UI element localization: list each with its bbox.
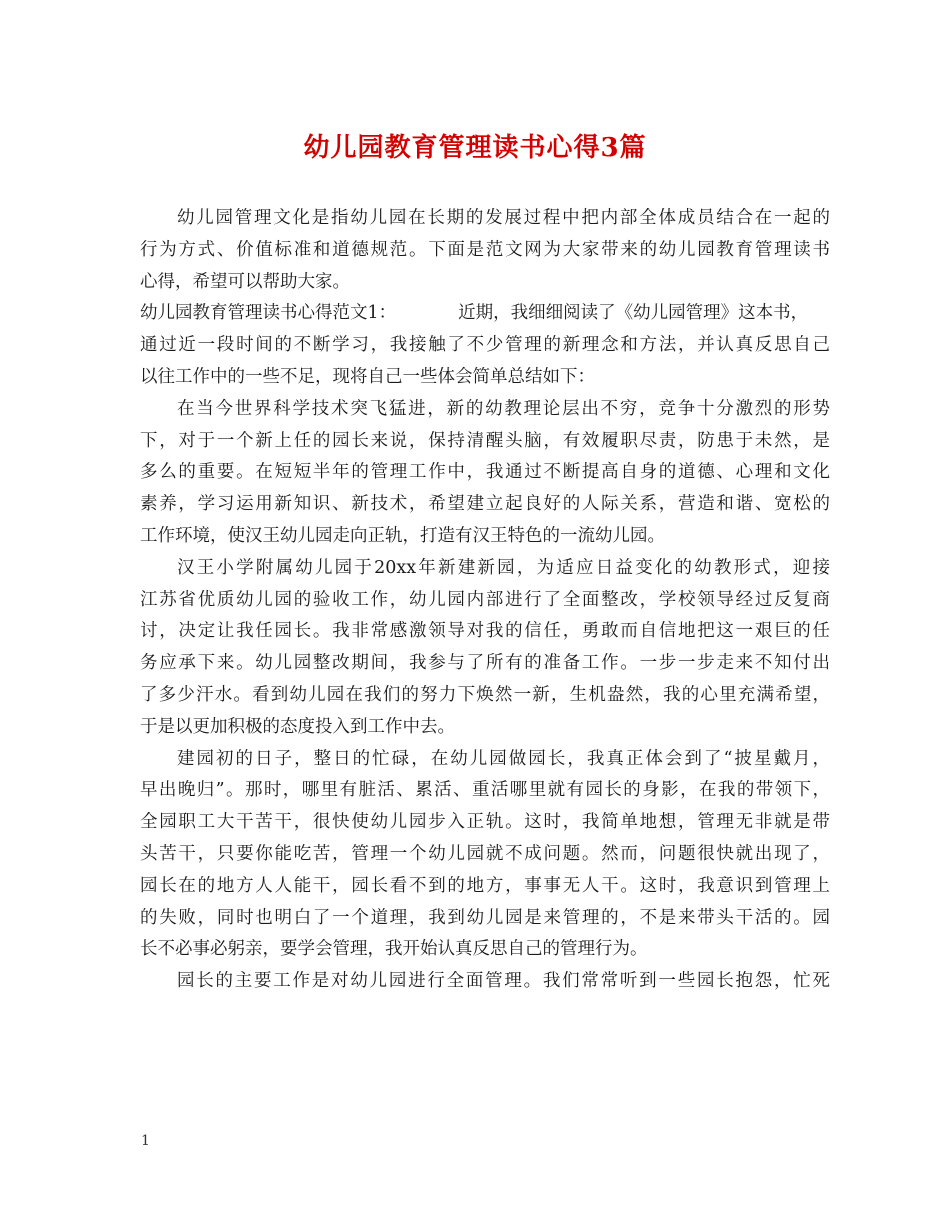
document-body xyxy=(140,203,830,998)
paragraph-line: 头苦干，只要你能吃苦，管理一个幼儿园就不成问题。然而，问题很快就出现了， xyxy=(140,843,830,864)
paragraph-line: 讨，决定让我任园长。我非常感激领导对我的信任，勇敢而自信地把这一艰巨的任 xyxy=(140,621,830,642)
paragraph-text: 近期，我细细阅读了《幼儿园管理》这本书， xyxy=(458,303,809,324)
paragraph-line: 务应承下来。幼儿园整改期间，我参与了所有的准备工作。一步一步走来不知付出 xyxy=(140,653,830,674)
paragraph-line: 多么的重要。在短短半年的管理工作中，我通过不断提高自身的道德、心理和文化 xyxy=(140,462,830,483)
document-title: 幼儿园教育管理读书心得3篇 xyxy=(303,133,647,163)
paragraph-line: 园长的主要工作是对幼儿园进行全面管理。我们常常听到一些园长抱怨，忙死 xyxy=(177,971,830,992)
paragraph-line: 幼儿园管理文化是指幼儿园在长期的发展过程中把内部全体成员结合在一起的 xyxy=(177,208,830,228)
paragraph-line: 通过近一段时间的不断学习，我接触了不少管理的新理念和方法，并认真反思自己 xyxy=(140,335,830,356)
paragraph-line: 江苏省优质幼儿园的验收工作，幼儿园内部进行了全面整改，学校领导经过反复商 xyxy=(140,589,830,610)
paragraph-line: 行为方式、价值标准和道德规范。下面是范文网为大家带来的幼儿园教育管理读书 xyxy=(140,239,830,260)
paragraph-line-heading xyxy=(140,298,830,330)
paragraph-line: 全园职工大干苦干，很快使幼儿园步入正轨。这时，我简单地想，管理无非就是带 xyxy=(140,812,830,833)
paragraph-line: 下，对于一个新上任的园长来说，保持清醒头脑，有效履职尽责，防患于未然，是 xyxy=(140,430,830,451)
paragraph-line: 于是以更加积极的态度投入到工作中去。 xyxy=(140,716,455,737)
paragraph-line: 工作环境，使汉王幼儿园走向正轨，打造有汉王特色的一流幼儿园。 xyxy=(140,525,665,546)
paragraph-line: 园长在的地方人人能干，园长看不到的地方，事事无人干。这时，我意识到管理上 xyxy=(140,875,830,896)
paragraph-line: 素养，学习运用新知识、新技术，希望建立起良好的人际关系，营造和谐、宽松的 xyxy=(140,494,830,515)
page-number: 1 xyxy=(141,1133,150,1149)
section-heading: 幼儿园教育管理读书心得范文1： xyxy=(140,303,397,324)
paragraph-line: 早出晚归”。那时，哪里有脏活、累活、重活哪里就有园长的身影，在我的带领下， xyxy=(140,780,830,801)
paragraph-line: 的失败，同时也明白了一个道理，我到幼儿园是来管理的，不是来带头干活的。园 xyxy=(140,907,830,928)
paragraph-line: 建园初的日子，整日的忙碌，在幼儿园做园长，我真正体会到了“披星戴月， xyxy=(177,748,830,769)
paragraph-line: 以往工作中的一些不足，现将自己一些体会简单总结如下： xyxy=(140,366,595,387)
paragraph-line: 汉王小学附属幼儿园于20xx年新建新园，为适应日益变化的幼教形式，迎接 xyxy=(177,557,830,578)
paragraph-line: 长不必事必躬亲，要学会管理，我开始认真反思自己的管理行为。 xyxy=(140,939,648,960)
paragraph-line: 在当今世界科学技术突飞猛进，新的幼教理论层出不穷，竞争十分激烈的形势 xyxy=(177,398,830,419)
paragraph-line: 了多少汗水。看到幼儿园在我们的努力下焕然一新，生机盎然，我的心里充满希望， xyxy=(140,684,830,705)
paragraph-line: 心得，希望可以帮助大家。 xyxy=(140,271,350,292)
